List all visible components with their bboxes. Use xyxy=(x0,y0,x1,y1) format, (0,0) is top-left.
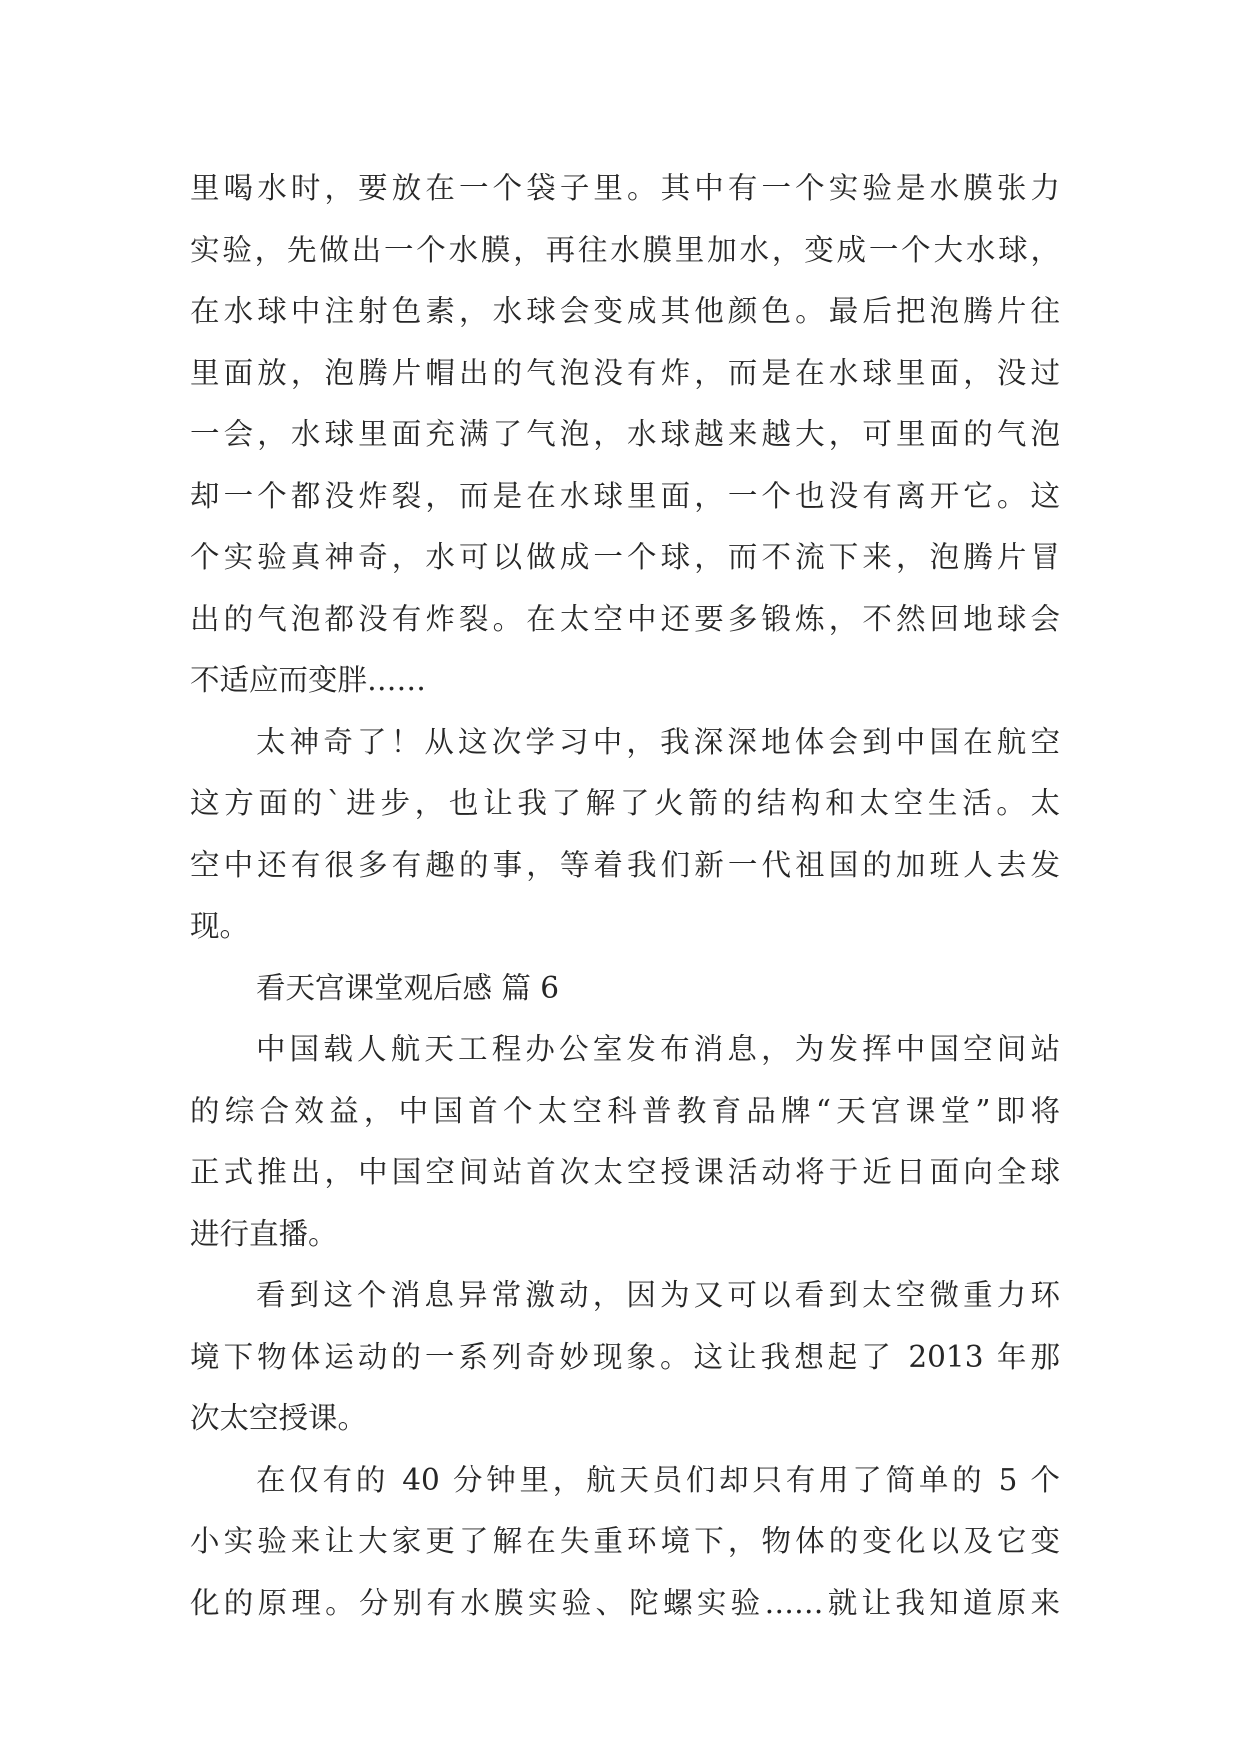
section-heading: 看天宫课堂观后感 篇 6 xyxy=(256,970,560,1005)
text-line: 次太空授课。 xyxy=(190,1401,368,1435)
text-line: 出的气泡都没有炸裂。在太空中还要多锻炼，不然回地球会 xyxy=(190,601,1060,636)
document-body xyxy=(190,158,1060,1634)
paragraph-first-line: 太神奇了！从这次学习中，我深深地体会到中国在航空 xyxy=(256,724,1060,759)
text-line: 一会，水球里面充满了气泡，水球越来越大，可里面的气泡 xyxy=(190,417,1060,451)
text-line: 境下物体运动的一系列奇妙现象。这让我想起了 2013 年那 xyxy=(190,1339,1060,1374)
text-line: 进行直播。 xyxy=(190,1216,338,1251)
text-line: 在水球中注射色素，水球会变成其他颜色。最后把泡腾片往 xyxy=(190,294,1060,328)
paragraph-first-line: 中国载人航天工程办公室发布消息，为发挥中国空间站 xyxy=(256,1032,1060,1066)
text-line: 个实验真神奇，水可以做成一个球，而不流下来，泡腾片冒 xyxy=(190,540,1060,574)
text-line: 实验，先做出一个水膜，再往水膜里加水，变成一个大水球， xyxy=(190,232,1060,267)
text-line: 里面放，泡腾片帽出的气泡没有炸，而是在水球里面，没过 xyxy=(190,355,1060,390)
paragraph-first-line: 在仅有的 40 分钟里，航天员们却只有用了简单的 5 个 xyxy=(256,1462,1060,1497)
text-line: 的综合效益，中国首个太空科普教育品牌“天宫课堂”即将 xyxy=(190,1093,1060,1128)
text-line: 空中还有很多有趣的事，等着我们新一代祖国的加班人去发 xyxy=(190,847,1060,882)
text-line: 正式推出，中国空间站首次太空授课活动将于近日面向全球 xyxy=(190,1155,1060,1189)
text-line: 现。 xyxy=(190,909,250,943)
paragraph-first-line: 看到这个消息异常激动，因为又可以看到太空微重力环 xyxy=(256,1278,1060,1312)
text-line: 小实验来让大家更了解在失重环境下，物体的变化以及它变 xyxy=(190,1524,1060,1558)
text-line: 不适应而变胖…… xyxy=(190,663,427,697)
text-line: 这方面的`进步，也让我了解了火箭的结构和太空生活。太 xyxy=(190,786,1060,820)
text-line: 却一个都没炸裂，而是在水球里面，一个也没有离开它。这 xyxy=(190,478,1060,513)
text-line: 里喝水时，要放在一个袋子里。其中有一个实验是水膜张力 xyxy=(190,171,1060,205)
text-line: 化的原理。分别有水膜实验、陀螺实验……就让我知道原来 xyxy=(190,1585,1060,1620)
